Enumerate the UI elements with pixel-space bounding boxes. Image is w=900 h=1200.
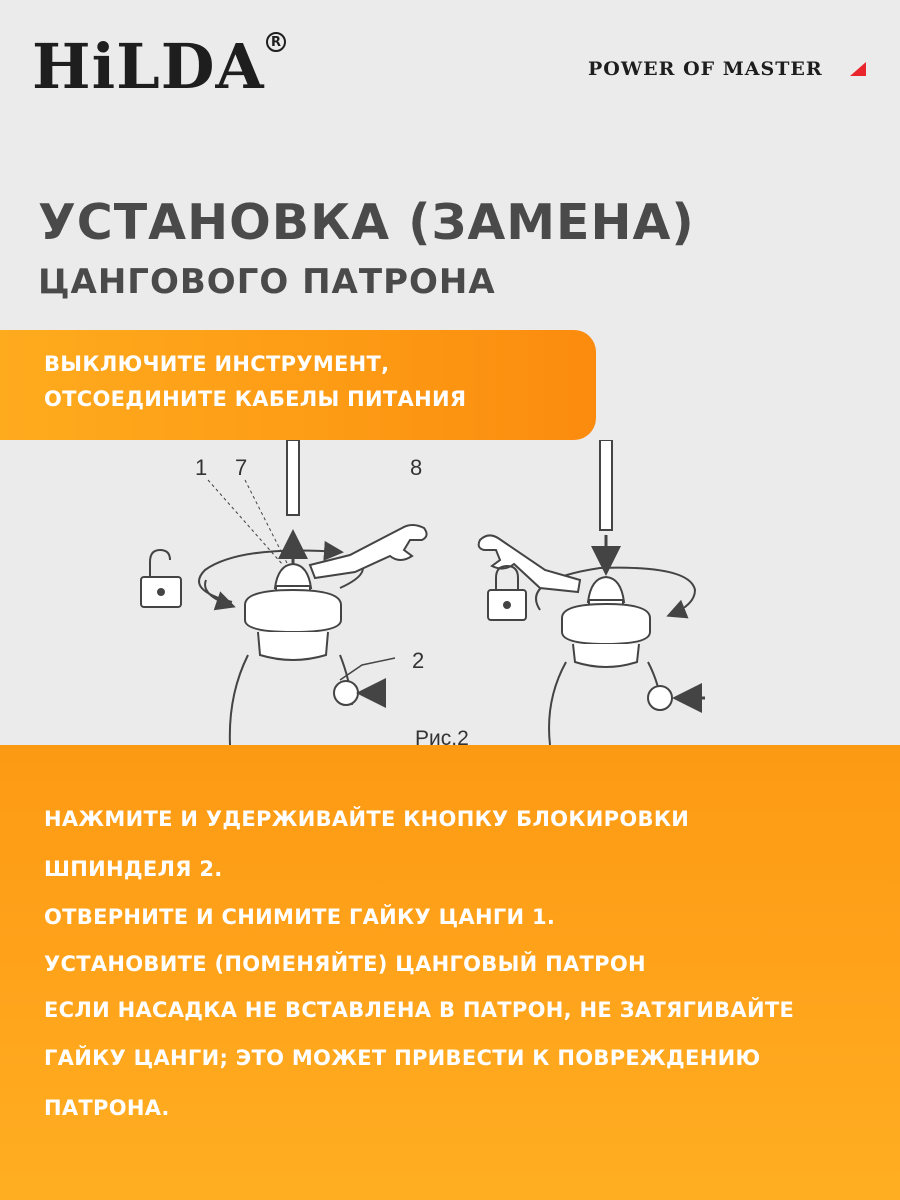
instructions-panel bbox=[0, 745, 900, 1200]
instruction-line: УСТАНОВИТЕ (ПОМЕНЯЙТЕ) ЦАНГОВЫЙ ПАТРОН bbox=[44, 952, 646, 976]
triangle-accent-icon bbox=[850, 62, 866, 76]
tool-locked-illustration bbox=[479, 440, 705, 745]
brand-logo: HiLDA bbox=[32, 30, 265, 103]
diagram-label-1: 1 bbox=[195, 455, 208, 480]
banner-line-2: ОТСОЕДИНИТЕ КАБЕЛЫ ПИТАНИЯ bbox=[44, 387, 467, 411]
brand-tagline: POWER OF MASTER bbox=[588, 58, 823, 80]
instruction-line: ЕСЛИ НАСАДКА НЕ ВСТАВЛЕНА В ПАТРОН, НЕ ЗАТЯГИВАЙТЕ bbox=[44, 998, 795, 1022]
diagram-label-8: 8 bbox=[410, 455, 423, 480]
warning-banner bbox=[0, 330, 596, 440]
registered-mark: R bbox=[266, 32, 286, 52]
page-subtitle: ЦАНГОВОГО ПАТРОНА bbox=[38, 262, 496, 302]
tool-unlocked-illustration bbox=[141, 440, 427, 745]
collet-diagram bbox=[0, 440, 900, 745]
instruction-line: ПАТРОНА. bbox=[44, 1096, 170, 1120]
instruction-line: НАЖМИТЕ И УДЕРЖИВАЙТЕ КНОПКУ БЛОКИРОВКИ bbox=[44, 807, 690, 831]
page-title: УСТАНОВКА (ЗАМЕНА) bbox=[38, 194, 695, 251]
diagram-label-2: 2 bbox=[412, 648, 425, 673]
instruction-line: ШПИНДЕЛЯ 2. bbox=[44, 857, 223, 881]
banner-line-1: ВЫКЛЮЧИТЕ ИНСТРУМЕНТ, bbox=[44, 352, 390, 376]
instruction-line: ГАЙКУ ЦАНГИ; ЭТО МОЖЕТ ПРИВЕСТИ К ПОВРЕЖДЕНИЮ bbox=[44, 1046, 761, 1070]
diagram-label-7: 7 bbox=[235, 455, 248, 480]
instruction-line: ОТВЕРНИТЕ И СНИМИТЕ ГАЙКУ ЦАНГИ 1. bbox=[44, 905, 556, 929]
diagram-caption: Рис.2 bbox=[415, 727, 469, 745]
